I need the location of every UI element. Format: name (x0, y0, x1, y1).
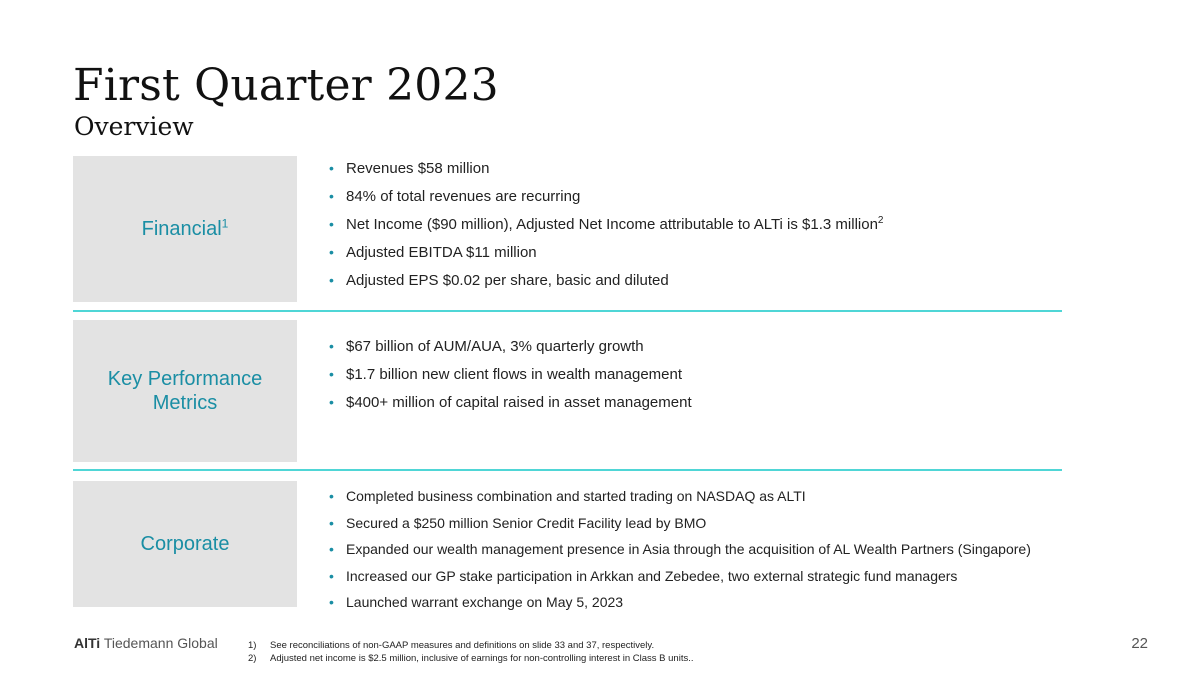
bullet-text: 84% of total revenues are recurring (346, 188, 581, 205)
footnotes (248, 640, 694, 666)
list-item (328, 244, 883, 272)
bullet-text: Net Income ($90 million), Adjusted Net Income attributable to ALTi is $1.3 million (346, 216, 878, 233)
section-label-text: Corporate (140, 533, 230, 555)
section-label-corporate (73, 481, 297, 607)
bullet-icon: • (329, 272, 334, 288)
bullet-text: Revenues $58 million (346, 160, 490, 177)
bullet-icon: • (329, 160, 334, 176)
bullet-icon: • (329, 338, 334, 354)
bullet-text: Increased our GP stake participation in Arkkan and Zebedee, two external strategic fund managers (346, 567, 958, 584)
bullet-icon: • (329, 567, 334, 584)
list-item (328, 160, 883, 188)
bullet-text: Secured a $250 million Senior Credit Facility lead by BMO (346, 514, 707, 531)
page-title: First Quarter 2023 (73, 60, 499, 111)
section-label-line1: Key Performance (107, 368, 263, 390)
bullet-icon: • (329, 488, 334, 504)
footnote-number: 1) (248, 640, 257, 651)
bullet-icon: • (329, 514, 334, 531)
footnote (248, 640, 694, 653)
corporate-bullet-list (328, 488, 1031, 621)
bullet-text: Adjusted EBITDA $11 million (346, 244, 537, 261)
bullet-icon: • (329, 188, 334, 204)
list-item (328, 594, 1031, 621)
bullet-text: Completed business combination and started trading on NASDAQ as ALTI (346, 488, 806, 504)
list-item (328, 188, 883, 216)
footnote-text: See reconciliations of non-GAAP measures and definitions on slide 33 and 37, respectively. (270, 640, 655, 651)
bullet-text: $1.7 billion new client flows in wealth management (346, 366, 683, 383)
kpi-bullet-list (328, 338, 692, 422)
list-item (328, 541, 1031, 568)
list-item (328, 394, 692, 422)
list-item (328, 515, 1031, 542)
footnote-ref: 2 (877, 215, 884, 226)
section-label-text: Financial (141, 218, 222, 240)
list-item (328, 568, 1031, 595)
footnote-number: 2) (248, 653, 257, 664)
bullet-icon: • (329, 394, 334, 410)
page-subtitle: Overview (74, 112, 194, 141)
company-logo (74, 635, 218, 651)
bullet-text: Adjusted EPS $0.02 per share, basic and diluted (346, 272, 669, 289)
section-divider (73, 469, 1062, 471)
bullet-icon: • (329, 244, 334, 260)
logo-bold: AlTi (74, 635, 101, 651)
financial-bullet-list (328, 160, 883, 300)
list-item (328, 488, 1031, 515)
bullet-text: Expanded our wealth management presence in Asia through the acquisition of AL Wealth Partners (Singapore) (346, 541, 1031, 557)
section-label-key-performance-metrics (73, 320, 297, 462)
bullet-icon: • (329, 216, 334, 232)
footnote-text: Adjusted net income is $2.5 million, inclusive of earnings for non-controlling interest in Class B units.. (270, 653, 694, 664)
footnote (248, 653, 694, 666)
page-number: 22 (1131, 635, 1148, 652)
logo-text: Tiedemann Global (100, 635, 218, 651)
footnote-ref: 1 (221, 216, 229, 231)
bullet-icon: • (329, 594, 334, 610)
bullet-text: $67 billion of AUM/AUA, 3% quarterly growth (346, 338, 644, 355)
section-label-line2: Metrics (152, 392, 218, 414)
list-item (328, 366, 692, 394)
section-label-financial (73, 156, 297, 302)
bullet-text: Launched warrant exchange on May 5, 2023 (346, 594, 624, 610)
section-divider (73, 310, 1062, 312)
list-item (328, 272, 883, 300)
bullet-icon: • (329, 541, 334, 557)
list-item (328, 338, 692, 366)
bullet-text: $400+ million of capital raised in asset management (346, 394, 692, 411)
bullet-icon: • (329, 366, 334, 382)
list-item (328, 216, 883, 244)
